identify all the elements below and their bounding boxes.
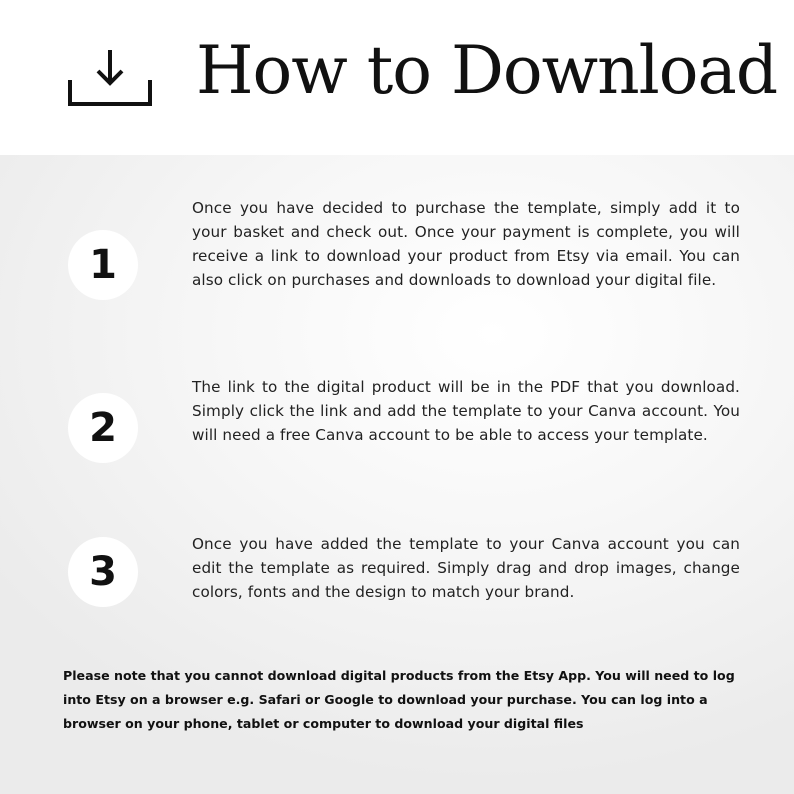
step-text: Once you have decided to purchase the template, simply add it to your basket and check out. Once your payment is complete, you will receive a link to download your product from Etsy via email. You can also click on purchases and downloads to download your digital file. [192, 199, 740, 289]
header [0, 0, 794, 155]
step-text: Once you have added the template to your Canva account you can edit the template as required. Simply drag and drop images, change colors, fonts and the design to match your brand. [192, 535, 740, 601]
step-number-badge: 2 [68, 393, 138, 463]
page-title: How to Download [196, 32, 778, 109]
step-number-badge: 3 [68, 537, 138, 607]
step-number-badge: 1 [68, 230, 138, 300]
download-icon [68, 50, 152, 106]
etsy-app-note: Please note that you cannot download digital products from the Etsy App. You will need to log into Etsy on a browser e.g. Safari or Google to download your purchase. You can log into a browser on your phone, tablet or computer to download your digital files [63, 668, 735, 731]
instructions-panel [0, 155, 794, 794]
step-text: The link to the digital product will be in the PDF that you download. Simply click the link and add the template to your Canva account. You will need a free Canva account to be able to access your template. [192, 378, 740, 444]
